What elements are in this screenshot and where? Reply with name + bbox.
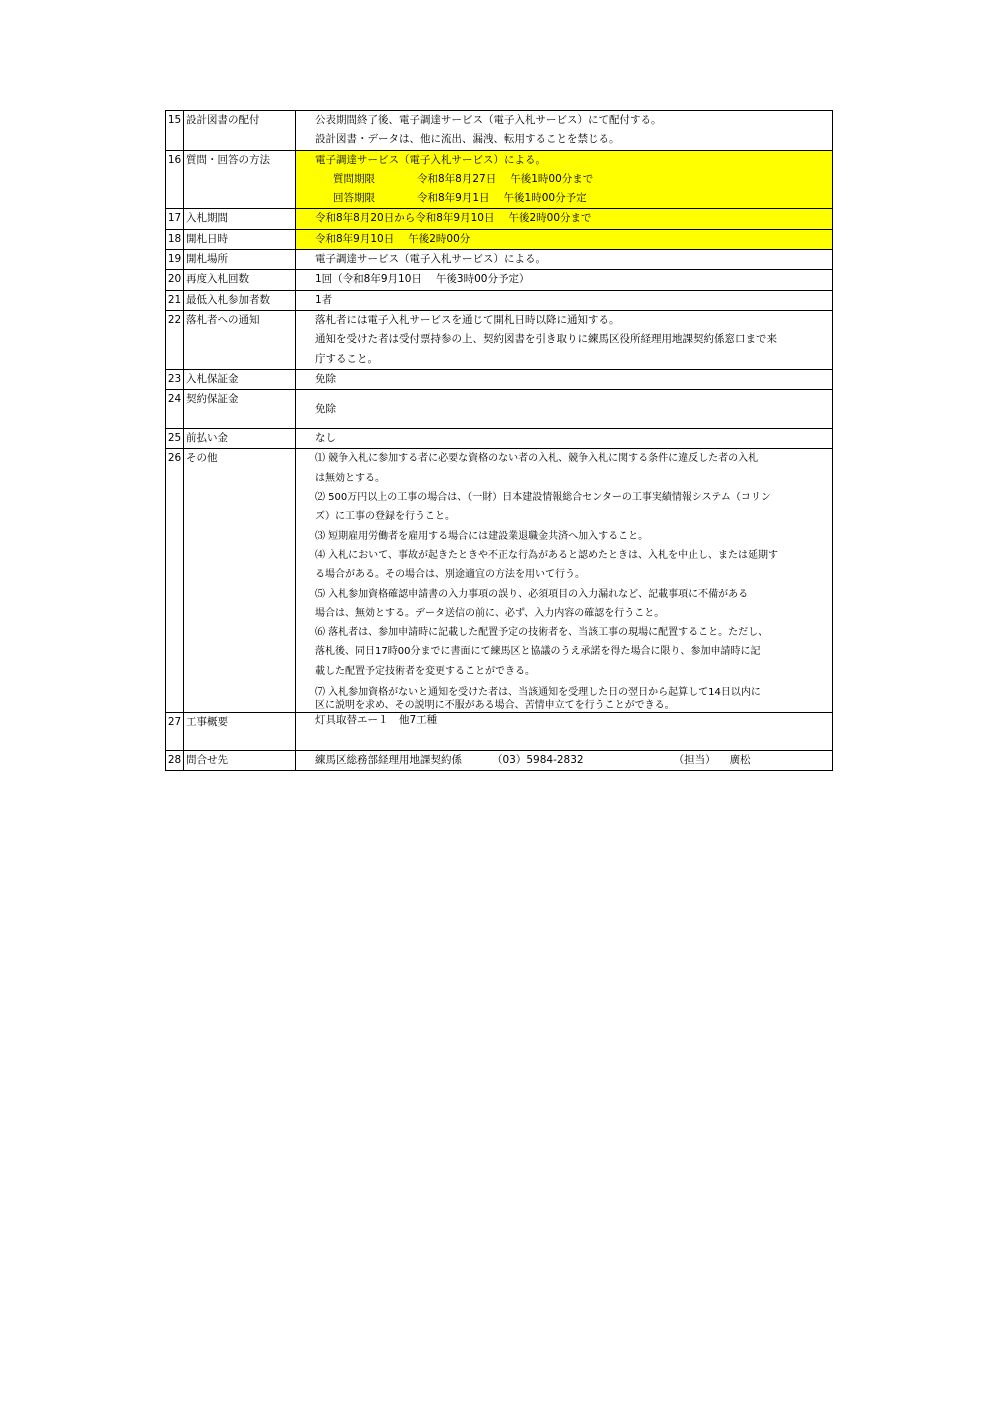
table-row [166,270,833,290]
row-number: 28 [166,751,184,771]
row-value: なし [296,429,833,449]
table-row [166,250,833,270]
row-number: 17 [166,209,184,229]
row-number: 19 [166,250,184,270]
row-number: 23 [166,369,184,389]
row-number: 25 [166,429,184,449]
answer-deadline: 回答期限 令和8年9月1日 午後1時00分予定 [333,192,587,205]
row-number: 20 [166,270,184,290]
question-deadline: 質問期限 令和8年8月27日 午後1時00分まで [333,172,594,185]
row-label: 契約保証金 [184,390,296,429]
contact-department: 練馬区総務部経理用地課契約係 [315,754,462,767]
row-label: 再度入札回数 [184,270,296,290]
row-label: 入札保証金 [184,369,296,389]
row-label: 問合せ先 [184,751,296,771]
row-value: 灯具取替エー１ 他7工種 [296,713,833,751]
row-number: 21 [166,290,184,310]
row-value: 電子調達サービス（電子入札サービス）による。 [296,250,833,270]
row-label: 開札場所 [184,250,296,270]
table-row [166,290,833,310]
row-number: 26 [166,449,184,713]
row-value: 落札者には電子入札サービスを通じて開札日時以降に通知する。 通知を受けた者は受付票持参の上、契約図書を引き取りに練馬区役所経理用地課契約係窓口まで来 庁すること。 [296,310,833,369]
table-row [166,390,833,429]
document-table [165,110,833,771]
row-number: 16 [166,150,184,209]
row-value [296,751,833,771]
row-label: 最低入札参加者数 [184,290,296,310]
table-row [166,229,833,249]
row-value-highlighted: 電子調達サービス（電子入札サービス）による。 質問期限 令和8年8月27日 午後1時00分まで 回答期限 令和8年9月1日 午後1時00分予定 [296,150,833,209]
row-value: 1回（令和8年9月10日 午後3時00分予定） [296,270,833,290]
row-label: 入札期間 [184,209,296,229]
row-number: 27 [166,713,184,751]
row-value: 公表期間終了後、電子調達サービス（電子入札サービス）にて配付する。 設計図書・データは、他に流出、漏洩、転用することを禁じる。 [296,111,833,151]
row-value: 免除 [296,390,833,429]
table-row [166,751,833,771]
contact-name: 廣松 [729,754,751,767]
row-value-highlighted: 令和8年8月20日から令和8年9月10日 午後2時00分まで [296,209,833,229]
row-number: 22 [166,310,184,369]
row-label: 質問・回答の方法 [184,150,296,209]
row-number: 24 [166,390,184,429]
row-label: 設計図書の配付 [184,111,296,151]
row-value: ⑴ 競争入札に参加する者に必要な資格のない者の入札、競争入札に関する条件に違反した者の入札 は無効とする。 ⑵ 500万円以上の工事の場合は、（一財）日本建設情報総合センターの工事実績情報システム（コリン ズ）に工事の登録を行うこと。 ⑶ 短期雇用労働者を雇用する場合には建設業退職金共済へ加入すること。 ⑷ 入札において、事故が起きたときや不正な行為があると認めたときは、入札を中止し、または延期す る場合がある。その場合は、別途適宜の方法を用いて行う。 ⑸ 入札参加資格確認申請書の入力事項の誤り、必須項目の入力漏れなど、記載事項に不備がある 場合は、無効とする。データ送信の前に、必ず、入力内容の確認を行うこと。 ⑹ 落札者は、参加申請時に記載した配置予定の技術者を、当該工事の現場に配置すること。ただし、 落札後、同日17時00分までに書面にて練馬区と協議のうえ承諾を得た場合に限り、参加申請時に記 載した配置予定技術者を変更することができる。 ⑺ 入札参加資格がないと通知を受けた者は、当該通知を受理した日の翌日から起算して14日以内に 区に説明を求め、その説明に不服がある場合、苦情申立てを行うことができる。 [296,449,833,713]
row-value: 免除 [296,369,833,389]
row-value-highlighted: 令和8年9月10日 午後2時00分 [296,229,833,249]
row-value: 1者 [296,290,833,310]
contact-label: （担当） [673,754,716,767]
row-label: 落札者への通知 [184,310,296,369]
table-row [166,209,833,229]
table-row [166,111,833,151]
table-row [166,449,833,713]
table-row [166,310,833,369]
row-label: 工事概要 [184,713,296,751]
row-label: その他 [184,449,296,713]
row-number: 18 [166,229,184,249]
table-row [166,369,833,389]
table-row [166,713,833,751]
row-number: 15 [166,111,184,151]
row-label: 前払い金 [184,429,296,449]
contact-phone: （03）5984-2832 [492,754,584,767]
table-row [166,429,833,449]
row-label: 開札日時 [184,229,296,249]
table-row [166,150,833,209]
